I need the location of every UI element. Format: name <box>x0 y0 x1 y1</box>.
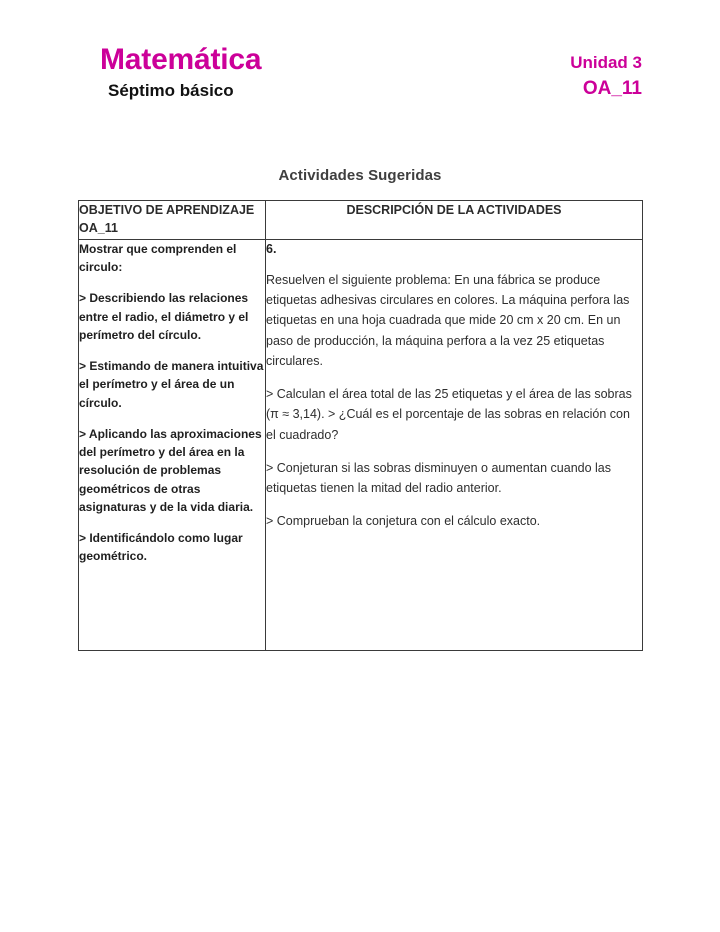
table-header-cell-objective <box>79 201 266 240</box>
table-row <box>79 240 643 651</box>
objective-paragraph-4: > Identificándolo como lugar geométrico. <box>79 531 243 564</box>
table-header-row <box>79 201 643 240</box>
activity-paragraph-1: > Calculan el área total de las 25 etiquetas y el área de las sobras (π ≈ 3,14). > ¿Cuál es el porcentaje de las sobras en relación con el cuadrado? <box>266 387 632 442</box>
page-title: Actividades Sugeridas <box>278 167 442 184</box>
grade-level-title: Séptimo básico <box>108 80 234 100</box>
objective-cell <box>79 240 266 651</box>
header-right-group <box>392 52 642 101</box>
objective-paragraph-2: > Estimando de manera intuitiva el perímetro y el área de un círculo. <box>79 359 264 410</box>
unit-label: Unidad 3 <box>570 53 642 72</box>
activity-paragraph-0: Resuelven el siguiente problema: En una fábrica se produce etiquetas adhesivas circulares en colores. La máquina perfora las etiquetas en una hoja cuadrada que mide 20 cm x 20 cm. En un paso de producción, la máquina perfora a la vez 25 etiquetas circulares. <box>266 272 630 368</box>
activity-paragraph-2: > Conjeturan si las sobras disminuyen o aumentan cuando las etiquetas tienen la mitad del radio anterior. <box>266 460 611 495</box>
description-cell <box>266 240 643 651</box>
page-header <box>0 0 720 140</box>
objective-paragraph-3: > Aplicando las aproximaciones del perímetro y del área en la resolución de problemas geométricos de otras asignaturas y de la vida diaria. <box>79 426 262 514</box>
oa-code-label: OA_11 <box>582 78 642 100</box>
objective-paragraph-0: Mostrar que comprenden el circulo: <box>79 242 237 275</box>
activity-number: 6. <box>266 242 277 256</box>
table-header-cell-description <box>266 201 643 240</box>
objective-paragraph-1: > Describiendo las relaciones entre el radio, el diámetro y el perímetro del círculo. <box>79 291 249 342</box>
activity-paragraph-3: > Comprueban la conjetura con el cálculo exacto. <box>266 514 541 529</box>
column-header-objective: OBJETIVO DE APRENDIZAJE OA_11 <box>79 203 255 236</box>
header-left-group <box>100 44 430 100</box>
activities-table <box>78 200 643 651</box>
column-header-description: DESCRIPCIÓN DE LA ACTIVIDADES <box>346 203 562 217</box>
subject-title: Matemática <box>100 43 262 76</box>
